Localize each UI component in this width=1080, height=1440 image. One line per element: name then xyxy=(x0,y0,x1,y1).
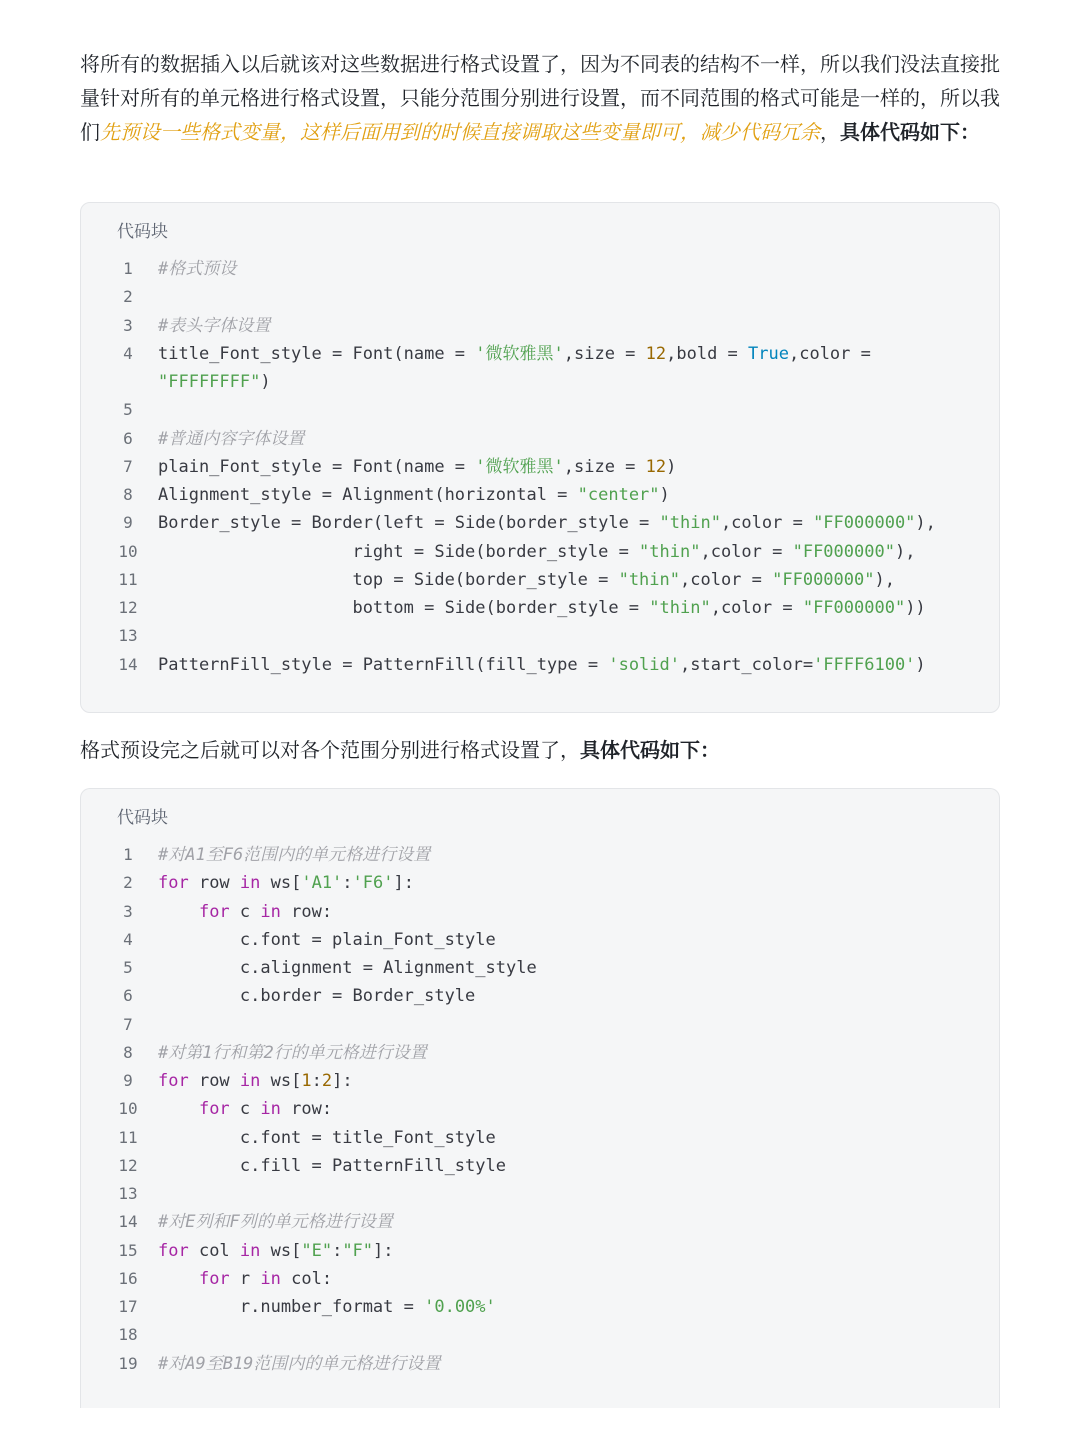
code-text xyxy=(158,1265,332,1293)
code-line xyxy=(81,1237,999,1265)
code-token: #对第1行和第2行的单元格进行设置 xyxy=(158,1042,427,1063)
code-text xyxy=(158,1152,506,1180)
code-token: 12 xyxy=(645,343,667,364)
code-block-format-presets xyxy=(80,202,1000,713)
code-text xyxy=(158,1237,394,1265)
line-number: 4 xyxy=(123,929,133,949)
code-text xyxy=(158,1095,332,1123)
code-text xyxy=(158,312,270,340)
code-token: "FF000000" xyxy=(772,569,875,590)
line-number: 9 xyxy=(123,1071,133,1090)
line-number: 13 xyxy=(118,626,138,646)
line-number: 15 xyxy=(118,1240,138,1260)
code-token: : xyxy=(332,1240,343,1261)
code-token: ,size = xyxy=(563,456,646,477)
code-token xyxy=(158,902,199,922)
code-token: c xyxy=(229,901,261,922)
code-line xyxy=(81,622,999,650)
line-number: 5 xyxy=(123,400,133,420)
code-token: "thin" xyxy=(659,513,721,534)
line-number: 12 xyxy=(118,1155,138,1175)
code-token: : xyxy=(311,1071,322,1091)
code-token: in xyxy=(239,1240,261,1261)
code-token: col xyxy=(188,1240,240,1261)
code-token: "FF000000" xyxy=(813,513,916,534)
code-token: c.font = plain_Font_style xyxy=(158,929,496,950)
code-token: #对A9至B19范围内的单元格进行设置 xyxy=(158,1353,441,1374)
code-text xyxy=(158,1039,427,1067)
code-line xyxy=(81,1095,999,1123)
code-token: ,size = xyxy=(563,343,646,364)
code-text xyxy=(158,841,430,869)
code-line xyxy=(81,869,999,897)
code-line xyxy=(81,509,999,537)
code-token: 1 xyxy=(301,1071,312,1091)
code-token: for xyxy=(158,1240,189,1261)
code-token: plain_Font_style = Font(name = xyxy=(158,456,476,477)
code-token: ) xyxy=(260,372,271,392)
code-token: in xyxy=(260,1099,281,1120)
code-text xyxy=(158,1208,393,1236)
code-line xyxy=(81,841,999,869)
code-token: True xyxy=(748,343,789,364)
line-number: 10 xyxy=(118,541,138,561)
code-token: for xyxy=(198,1268,230,1289)
code-token: for xyxy=(198,901,230,922)
code-token: ]: xyxy=(373,1240,394,1261)
line-number: 2 xyxy=(123,873,133,893)
code-line xyxy=(81,1208,999,1236)
code-token: 'F6' xyxy=(352,873,394,894)
code-line xyxy=(81,594,999,622)
code-token: "thin" xyxy=(649,598,711,618)
line-number: 2 xyxy=(123,287,133,307)
code-text xyxy=(158,340,871,368)
code-token: ,color = xyxy=(788,343,871,364)
code-token: ) xyxy=(659,485,670,505)
code-line xyxy=(81,312,999,340)
code-token: #对E列和F列的单元格进行设置 xyxy=(158,1212,393,1233)
code-token: ), xyxy=(915,513,936,534)
code-text xyxy=(158,954,537,982)
code-block-range-formatting xyxy=(80,788,1000,1408)
code-text xyxy=(158,453,676,481)
code-line xyxy=(81,1152,999,1180)
code-token: in xyxy=(260,901,281,922)
code-token: for xyxy=(158,1071,189,1091)
code-token: 12 xyxy=(645,456,667,477)
code-token: 'FFFF6100' xyxy=(813,654,916,675)
line-number: 5 xyxy=(123,958,133,977)
line-number: 9 xyxy=(123,513,133,533)
line-number: 17 xyxy=(118,1297,138,1316)
code-token: #表头字体设置 xyxy=(158,315,271,336)
code-line xyxy=(81,1265,999,1293)
code-token: c.alignment = Alignment_style xyxy=(158,958,537,978)
code-line xyxy=(81,1180,999,1208)
code-line xyxy=(81,566,999,594)
code-token: Border_style = Border(left = Side(border_style = xyxy=(158,513,660,534)
intro-highlight: 先预设一些格式变量，这样后面用到的时候直接调取这些变量即可，减少代码冗余 xyxy=(100,120,820,144)
code-line xyxy=(81,453,999,481)
code-text xyxy=(158,481,670,509)
intro-text: 将所有的数据插入以后就该对这些数据进行格式设置了，因为不同表的结构不一样，所以我们没法直接批量针对所有的单元格进行格式设置，只能分范围分别进行设置，而不同范围的格式可能是一样的，所以我们 xyxy=(80,52,1000,144)
code-token: ws[ xyxy=(260,873,302,894)
line-number: 4 xyxy=(123,343,133,363)
code-token: 'A1' xyxy=(301,873,343,894)
code-token: ) xyxy=(915,654,926,675)
code-line xyxy=(81,1067,999,1095)
code-token xyxy=(158,1099,199,1119)
code-text xyxy=(158,566,895,594)
code-lines xyxy=(81,841,999,1378)
code-text xyxy=(158,594,926,622)
line-number: 8 xyxy=(123,1042,133,1062)
code-text xyxy=(158,651,926,679)
code-text xyxy=(158,898,332,926)
code-token: r.number_format = xyxy=(158,1297,425,1317)
line-number: 7 xyxy=(123,456,133,476)
intro-punct: ， xyxy=(820,120,840,144)
code-line xyxy=(81,1124,999,1152)
code-token: c.fill = PatternFill_style xyxy=(158,1155,506,1176)
code-lines xyxy=(81,255,999,679)
code-token: ), xyxy=(874,569,895,590)
code-token: r xyxy=(229,1268,261,1289)
code-token: ,color = xyxy=(710,598,803,618)
line-number: 1 xyxy=(123,845,133,864)
code-token: "center" xyxy=(577,485,660,505)
code-token: 'solid' xyxy=(608,654,680,675)
code-line xyxy=(81,283,999,311)
code-token: c.border = Border_style xyxy=(158,986,476,1007)
code-token: top = Side(border_style = xyxy=(158,569,619,590)
code-token: col: xyxy=(280,1268,333,1289)
code-token: ]: xyxy=(393,873,414,894)
code-line xyxy=(81,396,999,424)
line-number: 19 xyxy=(118,1353,138,1373)
code-text xyxy=(158,255,236,283)
code-token: "thin" xyxy=(618,569,680,590)
code-token: PatternFill_style = PatternFill(fill_type = xyxy=(158,654,609,675)
code-text xyxy=(158,869,414,897)
code-token: ,color = xyxy=(680,569,773,590)
code-token: bottom = Side(border_style = xyxy=(158,598,650,618)
code-text xyxy=(158,1124,496,1152)
code-token: c.font = title_Font_style xyxy=(158,1127,496,1148)
code-token: "FF000000" xyxy=(802,598,906,618)
code-token: row: xyxy=(280,901,333,922)
code-token: ,color = xyxy=(720,513,814,534)
code-token: '微软雅黑' xyxy=(475,343,564,364)
line-number: 13 xyxy=(118,1184,138,1203)
code-line xyxy=(81,651,999,679)
code-token: in xyxy=(239,873,261,894)
line-number: 16 xyxy=(118,1268,138,1288)
code-text xyxy=(158,538,915,566)
code-token: c xyxy=(229,1099,261,1120)
code-block-label: 代码块 xyxy=(117,808,168,828)
code-line xyxy=(81,1350,999,1378)
line-number: 6 xyxy=(123,428,133,448)
code-line xyxy=(81,1039,999,1067)
line-number: 8 xyxy=(123,485,133,504)
line-number: 3 xyxy=(123,901,133,921)
code-text xyxy=(158,982,475,1010)
code-line xyxy=(81,982,999,1010)
code-line xyxy=(81,1293,999,1321)
code-token: ,bold = xyxy=(666,343,749,364)
code-token: "thin" xyxy=(639,541,701,562)
code-text xyxy=(158,1067,353,1095)
code-token: #普通内容字体设置 xyxy=(158,428,305,449)
code-line xyxy=(81,368,999,396)
code-token: Alignment_style = Alignment(horizontal = xyxy=(158,485,578,505)
code-line xyxy=(81,954,999,982)
code-token: "F" xyxy=(342,1240,374,1261)
code-text xyxy=(158,509,936,537)
line-number: 18 xyxy=(118,1325,138,1345)
line-number: 12 xyxy=(118,598,138,617)
code-line xyxy=(81,1321,999,1349)
code-line xyxy=(81,1011,999,1039)
code-token: ,color = xyxy=(700,541,793,562)
code-line xyxy=(81,538,999,566)
line-number: 14 xyxy=(118,654,138,674)
intro-paragraph xyxy=(80,47,1000,149)
code-token: in xyxy=(260,1268,281,1289)
line-number: 3 xyxy=(123,315,133,335)
code-token: : xyxy=(342,873,353,894)
code-line xyxy=(81,425,999,453)
code-text xyxy=(158,1350,440,1378)
code-token: "FFFFFFFF" xyxy=(158,372,261,392)
code-token: #对A1至F6范围内的单元格进行设置 xyxy=(158,845,431,865)
code-token: '微软雅黑' xyxy=(475,456,564,477)
code-token: #格式预设 xyxy=(158,259,237,279)
code-token: "FF000000" xyxy=(792,541,895,562)
code-token: right = Side(border_style = xyxy=(158,541,640,562)
line-number: 11 xyxy=(118,569,138,589)
code-token: ]: xyxy=(332,1071,353,1091)
code-text xyxy=(158,926,496,954)
code-token: for xyxy=(198,1099,230,1120)
middle-paragraph xyxy=(80,733,1000,767)
code-line xyxy=(81,340,999,368)
line-number: 10 xyxy=(118,1099,138,1119)
middle-text: 格式预设完之后就可以对各个范围分别进行格式设置了， xyxy=(80,738,580,762)
middle-bold: 具体代码如下： xyxy=(580,738,720,762)
code-token: row xyxy=(188,873,240,894)
code-block-label: 代码块 xyxy=(117,222,168,242)
line-number: 7 xyxy=(123,1014,133,1034)
code-text xyxy=(158,1293,496,1321)
code-line xyxy=(81,926,999,954)
code-token: title_Font_style = Font(name = xyxy=(158,343,476,364)
code-token: ,start_color= xyxy=(680,654,814,675)
code-token: row xyxy=(188,1071,240,1091)
code-text xyxy=(158,368,271,396)
code-token xyxy=(158,1269,199,1289)
code-token: for xyxy=(158,873,189,894)
code-token: in xyxy=(239,1071,261,1091)
code-token: ) xyxy=(666,456,677,477)
code-line xyxy=(81,255,999,283)
code-line xyxy=(81,898,999,926)
code-token: ), xyxy=(894,541,916,562)
line-number: 14 xyxy=(118,1212,138,1232)
intro-bold: 具体代码如下： xyxy=(840,120,980,144)
code-token: 2 xyxy=(321,1071,333,1091)
line-number: 6 xyxy=(123,986,133,1006)
code-token: row: xyxy=(280,1099,333,1120)
code-token: "E" xyxy=(301,1240,333,1261)
code-token: ws[ xyxy=(260,1071,302,1091)
code-token: ws[ xyxy=(260,1240,302,1261)
code-line xyxy=(81,481,999,509)
code-token: )) xyxy=(905,598,926,618)
line-number: 11 xyxy=(118,1127,138,1147)
line-number: 1 xyxy=(123,259,133,278)
code-token: '0.00%' xyxy=(424,1297,496,1317)
code-text xyxy=(158,425,304,453)
